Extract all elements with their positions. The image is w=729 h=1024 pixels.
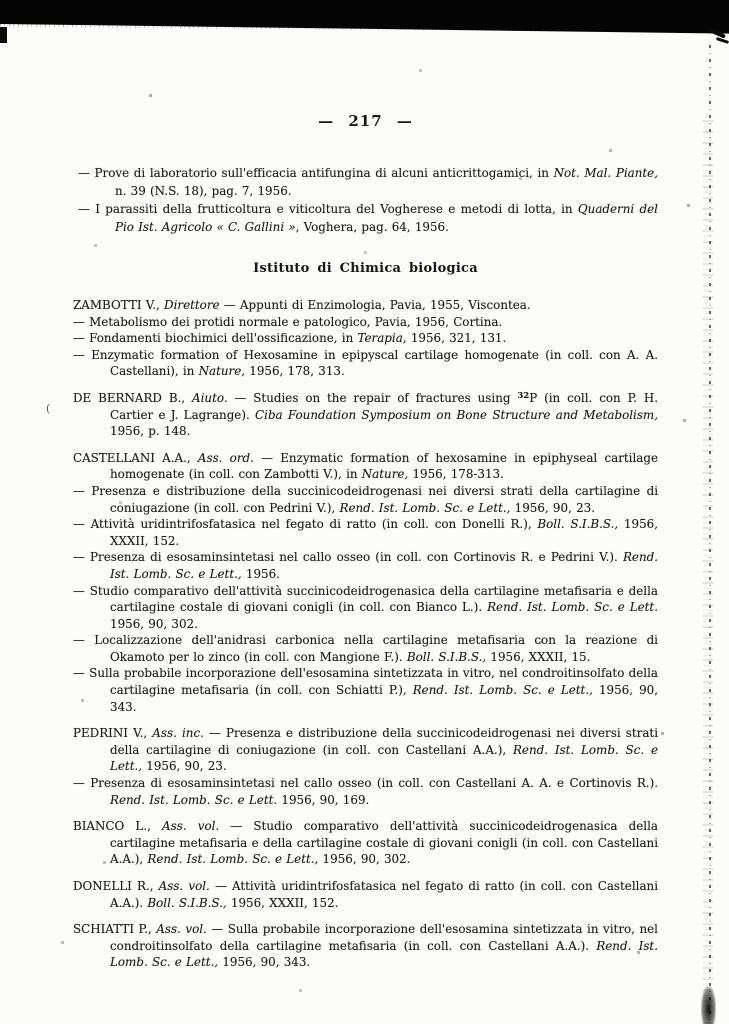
text-run: — Presenza e distribuzione della succinicodeidrogenasi nei diversi strati della cartilagine di coniugazione (in coll. con Castellani A.A.), (110, 726, 659, 757)
bibliography-entry (73, 314, 658, 331)
text-run: 1956, 90, 23. (510, 500, 595, 515)
italic-text: Ass. ord. (197, 450, 254, 465)
italic-text: Rend. Ist. Lomb. Sc. e Lett., (110, 550, 658, 581)
bibliography-entry (73, 725, 658, 775)
italic-text: Aiuto. (192, 390, 228, 405)
italic-text: Ass. vol. (158, 879, 210, 893)
text-run: — Presenza di esosaminsintetasi nel callo osseo (in coll. con Castellani A. A. e Cortinovis R.). (73, 776, 658, 791)
author-group-de-bernard (73, 390, 658, 440)
italic-text: Boll. S.I.B.S., (537, 517, 619, 532)
italic-text: Rend. Ist. Lomb. Sc. e Lett., (110, 938, 658, 970)
text-run: — Prove di laboratorio sull'efficacia antifungina di alcuni anticrittogamici, in (78, 166, 554, 180)
text-run: CASTELLANI A.A., (73, 450, 198, 465)
italic-text: Rend. Ist. Lomb. Sc. e Lett., (339, 500, 511, 515)
text-run: — Enzymatic formation of Hexosamine in epipyscal cartilage homogenate (in coll. con A. A. Castellani), in (73, 347, 658, 379)
text-run: — Studio comparativo dell'attività succinicodeidrogenasica della cartilagine metafisaria e della cartilagine costale di giovani conigli (in coll. con Bianco L.). (73, 583, 658, 615)
scan-left-edge-mark (0, 27, 7, 43)
text-run: 1956, 90, 23. (142, 759, 227, 774)
text-run: — Sulla probabile incorporazione dell'esosamina sintetizzata in vitro, nel condroitinsolfato della cartilagine metafisaria (in coll. con Castellani A.A.). (110, 922, 658, 953)
text-run: — Attività uridintrifosfatasica nel fegato di ratto (in coll. con Donelli R.), (73, 517, 538, 532)
italic-text: Nature, (361, 467, 409, 482)
bibliography-entry (73, 516, 658, 549)
bibliography-entry (73, 583, 658, 633)
italic-text: Rend. Ist. Lomb. Sc. e Lett. (487, 600, 658, 615)
bibliography-entry (73, 818, 658, 868)
text-run: — Enzymatic formation of hexosamine in epiphyseal cartilage homogenate (in coll. con Zambotti V.), in (110, 450, 658, 482)
section-heading: Istituto di Chimica biologica (253, 261, 478, 276)
italic-text: Ciba Foundation Symposium on Bone Structure and Metabolism, (255, 407, 658, 422)
author-group-zambotti (73, 297, 658, 380)
bibliography-entry (73, 775, 658, 808)
text-run: 1956, 178-313. (408, 467, 504, 482)
bibliography-entry (73, 878, 658, 911)
italic-text: Boll. S.I.B.S., (147, 895, 227, 910)
bibliography-entry (73, 450, 658, 483)
intro-entry-list (73, 164, 658, 236)
bibliography-entry (73, 330, 658, 347)
text-run: 1956, XXXII, 152. (226, 895, 339, 910)
text-run: n. 39 (N.S. 18), pag. 7, 1956. (115, 184, 292, 198)
text-run: 1956, 90, 302. (318, 852, 411, 867)
bibliography-entry (73, 297, 658, 314)
text-run: 1956, XXXII, 152. (110, 517, 658, 548)
author-group-pedrini (73, 725, 658, 808)
bibliography-entry (73, 390, 658, 440)
text-run: — Presenza di esosaminsintetasi nel callo osseo (in coll. con Cortinovis R. e Pedrini V.). (73, 550, 623, 565)
bibliography-entry (73, 632, 658, 665)
text-run: 1956, 90, 169. (277, 792, 370, 807)
text-run: 1956, XXXII, 15. (486, 649, 591, 664)
text-run: — Localizzazione dell'anidrasi carbonica nella cartilagine metafisaria con la reazione di Okamoto per lo zinco (in coll. con Mangione F.). (73, 633, 658, 664)
text-run: — Studies on the repair of fractures using (227, 390, 518, 405)
scan-corner-mark (716, 37, 729, 44)
text-run: DE BERNARD B., (73, 390, 193, 405)
italic-text: Rend. Ist. Lomb. Sc. e Lett., (110, 742, 658, 774)
text-run: BIANCO L., (73, 819, 163, 834)
text-run: 1956, p. 148. (110, 424, 191, 439)
text-run: PEDRINI V., (73, 726, 153, 741)
bibliography-entry (73, 483, 658, 516)
author-groups (73, 297, 658, 971)
bibliography-entry (73, 921, 658, 971)
text-run: 1956, 90, 343. (218, 955, 311, 970)
text-run: ZAMBOTTI V., (73, 298, 165, 312)
stray-print-mark: ( (46, 402, 51, 415)
text-run: — Fondamenti biochimici dell'ossificazione, in (73, 331, 358, 346)
text-run: SCHIATTI P., (73, 922, 157, 937)
text-run: — Studio comparativo dell'attività succinicodeidrogenasica della cartilagine metafisaria e della cartilagine costale di giovani conigli (in coll. con Castellani A.A.), (110, 819, 658, 867)
text-run: — Sulla probabile incorporazione dell'esosamina sintetizzata in vitro, nel condroitinsolfato della cartilagine metafisaria (in coll. con Schiatti P.), (73, 666, 658, 698)
page-text-column (73, 0, 658, 971)
bibliography-entry (73, 549, 658, 582)
italic-text: Boll. S.I.B.S., (406, 649, 487, 664)
text-run: — I parassiti della frutticoltura e viticoltura del Vogherese e metodi di lotta, in (78, 202, 578, 216)
author-group-castellani (73, 450, 658, 716)
italic-text: Direttore (164, 298, 220, 312)
text-run: 1956, 90, 302. (110, 616, 198, 631)
italic-text: Rend. Ist. Lomb. Sc. e Lett. (110, 792, 278, 807)
scan-binding-edge-noise (703, 120, 713, 1024)
italic-text: Nature, (198, 364, 246, 379)
italic-text: Ass. vol. (156, 922, 207, 937)
italic-text: Ass. vol. (162, 819, 220, 834)
italic-text: Terapia, (357, 331, 407, 346)
scan-speckle-noise (0, 0, 1, 1)
text-run: — Attività uridintrifosfatasica nel fegato di ratto (in coll. con Castellani A.A.). (110, 879, 658, 910)
italic-text: Rend. Ist. Lomb. Sc. e Lett., (412, 683, 593, 698)
text-run: — Presenza e distribuzione della succinicodeidrogenasi nei diversi strati della cartilagine di coniugazione (in coll. con Pedrini V.), (73, 483, 658, 515)
text-run: , Voghera, pag. 64, 1956. (295, 220, 449, 234)
text-run: — Appunti di Enzimologia, Pavia, 1955, Viscontea. (219, 298, 531, 312)
text-run: 1956, 90, 343. (110, 683, 658, 714)
bibliography-entry (78, 164, 658, 200)
author-group-bianco (73, 818, 658, 868)
bibliography-entry (73, 665, 658, 715)
author-group-donelli (73, 878, 658, 911)
bibliography-entry (78, 200, 658, 236)
text-run: 1956, 321, 131. (406, 331, 507, 346)
italic-text: Quaderni del Pio Ist. Agricolo « C. Gallini » (115, 202, 658, 234)
text-run: 1956. (241, 566, 280, 581)
scan-bottom-right-blot (701, 986, 716, 1024)
text-run: — Metabolismo dei protidi normale e patologico, Pavia, 1956, Cortina. (73, 314, 503, 329)
italic-text: Not. Mal. Piante, (553, 166, 659, 180)
italic-text: Rend. Ist. Lomb. Sc. e Lett., (147, 852, 319, 867)
italic-text: Ass. inc. (152, 726, 204, 741)
text-run: DONELLI R., (73, 879, 159, 893)
bibliography-entry (73, 347, 658, 380)
text-run: P (in coll. con P. H. Cartier e J. Lagrange). (110, 390, 658, 422)
text-run: 1956, 178, 313. (245, 364, 345, 379)
page-number: — 217 — (318, 112, 413, 130)
author-group-schiatti (73, 921, 658, 971)
superscript-text: 32 (517, 390, 530, 401)
